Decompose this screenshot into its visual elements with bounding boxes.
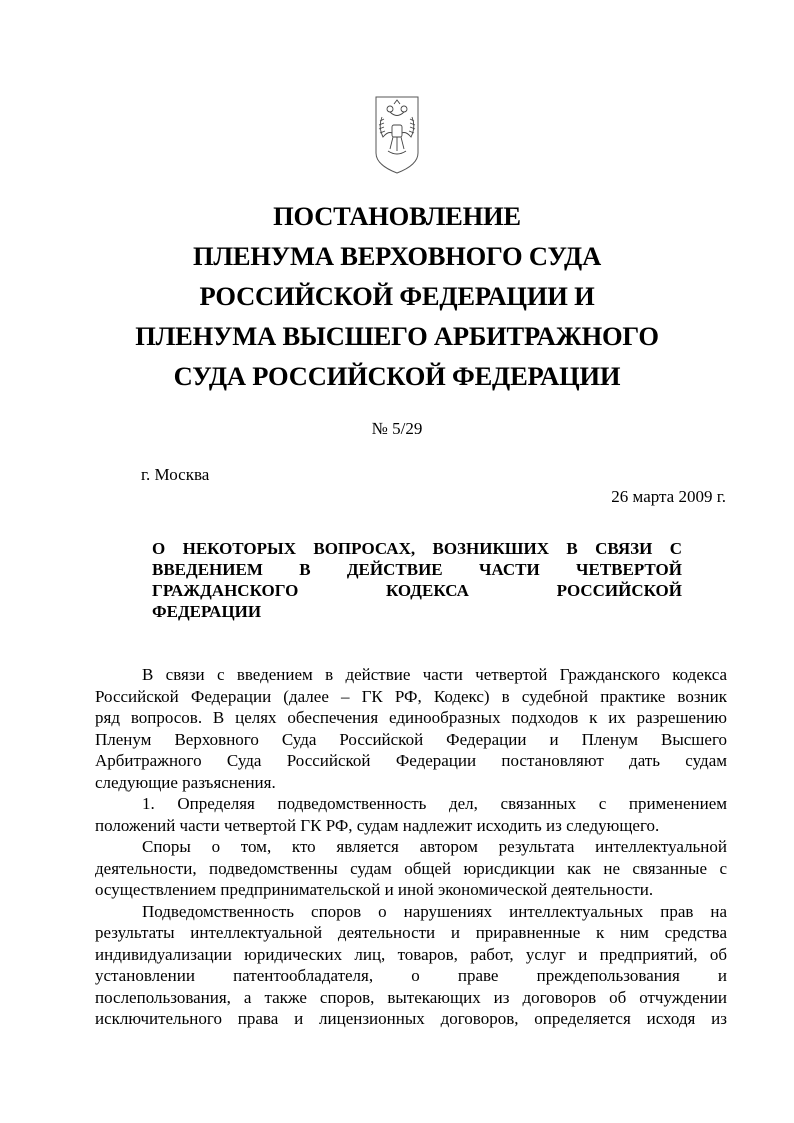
title-line: РОССИЙСКОЙ ФЕДЕРАЦИИ И [199,281,595,311]
body-line: индивидуализации юридических лиц, товаров, работ, услуг и предприятий, об [95,944,727,964]
body-line: положений части четвертой ГК РФ, судам надлежит исходить из следующего. [95,815,660,835]
coat-of-arms-emblem [374,95,420,175]
body-line: послепользования, а также споров, вытекающих из договоров об отчуждении [95,987,727,1007]
body-line: установлении патентообладателя, о праве преждепользования и [95,966,727,985]
body-line: Пленум Верховного Суда Российской Федерации и Пленум Высшего [95,729,727,749]
subject-line: ФЕДЕРАЦИИ [152,602,262,621]
document-date: 26 марта 2009 г. [611,487,726,506]
title-line: СУДА РОССИЙСКОЙ ФЕДЕРАЦИИ [173,361,621,391]
body-line: исключительного права и лицензионных договоров, определяется исходя из [95,1009,727,1028]
body-line: Российской Федерации (далее – ГК РФ, Кодекс) в судебной практике возник [95,686,727,706]
subject-line: ВВЕДЕНИЕМ В ДЕЙСТВИЕ ЧАСТИ ЧЕТВЕРТОЙ [152,560,682,579]
body-line: Споры о том, кто является автором результата интеллектуальной [142,837,727,856]
subject-line: О НЕКОТОРЫХ ВОПРОСАХ, ВОЗНИКШИХ В СВЯЗИ С [152,539,682,558]
body-line: 1. Определяя подведомственность дел, связанных с применением [142,794,727,813]
body-line: деятельности, подведомственны судам общей юрисдикции как не связанные с [95,858,727,878]
body-line: В связи с введением в действие части четвертой Гражданского кодекса [142,665,727,684]
document-body [95,664,727,1030]
title-line: ПОСТАНОВЛЕНИЕ [273,201,521,231]
document-city: г. Москва [141,465,210,484]
body-line: следующие разъяснения. [95,772,276,792]
body-line: Подведомственность споров о нарушениях интеллектуальных прав на [142,901,727,921]
document-title [97,196,697,396]
body-line: Арбитражного Суда Российской Федерации постановляют дать судам [95,751,727,770]
title-line: ПЛЕНУМА ВЫСШЕГО АРБИТРАЖНОГО [135,321,659,351]
body-line: ряд вопросов. В целях обеспечения единообразных подходов к их разрешению [95,708,727,727]
body-line: осуществлением предпринимательской и иной экономической деятельности. [95,880,654,899]
title-line: ПЛЕНУМА ВЕРХОВНОГО СУДА [192,241,602,271]
subject-line: ГРАЖДАНСКОГО КОДЕКСА РОССИЙСКОЙ [152,581,682,600]
body-line: результаты интеллектуальной деятельности и приравненные к ним средства [95,923,727,942]
document-number: № 5/29 [371,419,423,438]
document-subject [152,538,682,622]
